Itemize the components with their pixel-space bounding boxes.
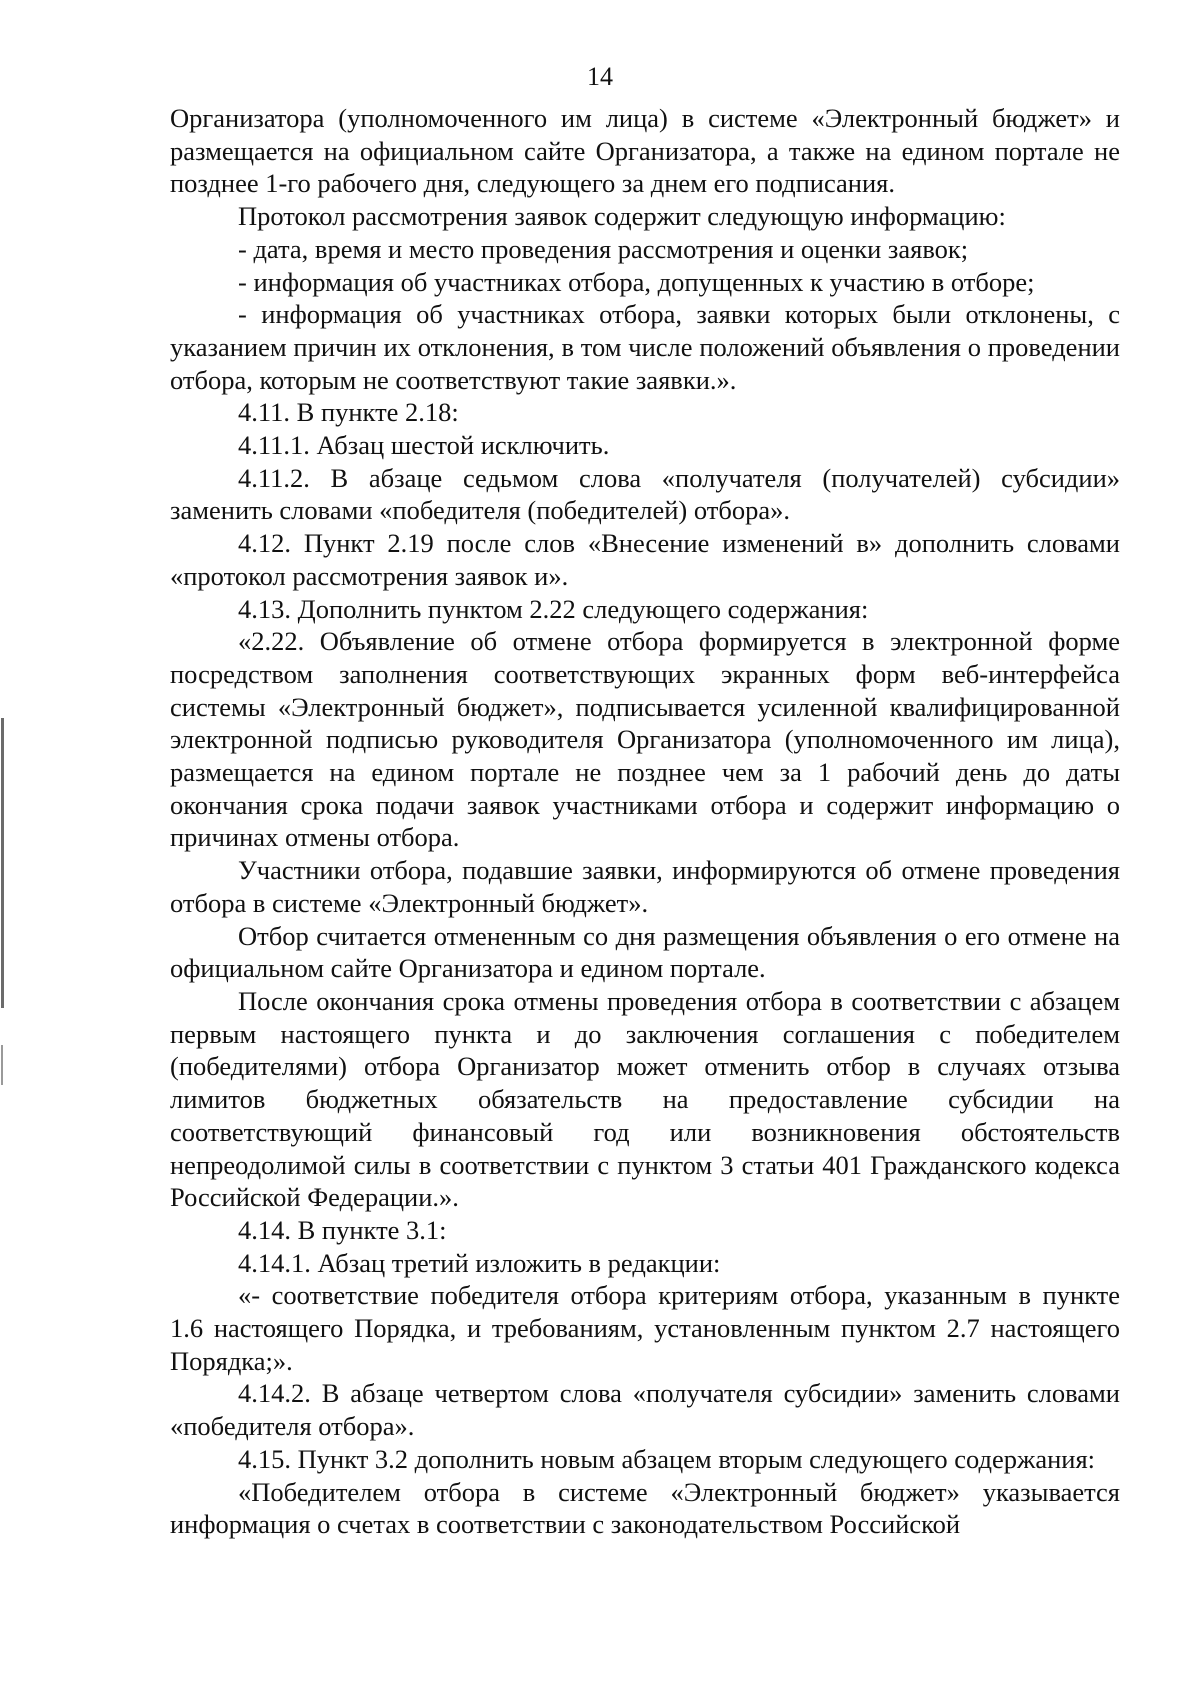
clause: 4.12. Пункт 2.19 после слов «Внесение изменений в» дополнить словами «протокол рассмотрения заявок и». (170, 528, 1120, 591)
clause: 4.14.1. Абзац третий изложить в редакции: (238, 1247, 721, 1278)
clause-heading: 4.11. В пункте 2.18: (238, 397, 459, 428)
scan-edge-mark (1, 718, 4, 1008)
clause: 4.13. Дополнить пунктом 2.22 следующего содержания: (238, 593, 869, 624)
paragraph: После окончания срока отмены проведения отбора в соответствии с абзацем первым настоящего пункта и до заключения соглашения с победителем (победителями) отбора Организатор может отменить отбор в случаях отзыва лимитов бюджетных обязательств на предоставление субсидии на соответствующий финансовый год или возникновения обстоятельств непреодолимой силы в соответствии с пунктом 3 статьи 401 Гражданского кодекса Российской Федерации.». (170, 985, 1120, 1213)
clause: 4.14.2. В абзаце четвертом слова «получателя субсидии» заменить словами «победителя отбора». (170, 1378, 1120, 1442)
list-item: - дата, время и место проведения рассмотрения и оценки заявок; (238, 233, 969, 264)
quoted-paragraph: «2.22. Объявление об отмене отбора формируется в электронной форме посредством заполнения соответствующих экранных форм веб-интерфейса системы «Электронный бюджет», подписывается усиленной квалифицированной электронной подписью руководителя Организатора (уполномоченного им лица), размещается на едином портале не позднее чем за 1 рабочий день до даты окончания срока подачи заявок участниками отбора и содержит информацию о причинах отмены отбора. (170, 626, 1120, 853)
quoted-paragraph: «Победителем отбора в системе «Электронный бюджет» указывается информация о счетах в соответствии с законодательством Российской (170, 1476, 1120, 1540)
page-number: 14 (587, 62, 613, 91)
list-item: - информация об участниках отбора, заявки которых были отклонены, с указанием причин их отклонения, в том числе положений объявления о проведении отбора, которым не соответствуют такие заявки.». (170, 299, 1120, 395)
list-item: - информация об участниках отбора, допущенных к участию в отборе; (238, 266, 1035, 297)
clause: 4.11.2. В абзаце седьмом слова «получателя (получателей) субсидии» заменить словами «победителя (победителей) отбора». (170, 462, 1120, 526)
clause-heading: 4.14. В пункте 3.1: (238, 1214, 447, 1245)
paragraph: Организатора (уполномоченного им лица) в системе «Электронный бюджет» и размещается на официальном сайте Организатора, а также на едином портале не позднее 1-го рабочего дня, следующего за днем его подписания. (170, 103, 1120, 199)
scan-edge-mark-secondary (1, 1045, 3, 1085)
paragraph: Участники отбора, подавшие заявки, информируются об отмене проведения отбора в системе «Электронный бюджет». (170, 855, 1120, 918)
quoted-paragraph: «- соответствие победителя отбора критериям отбора, указанным в пункте 1.6 настоящего Порядка, и требованиям, установленным пунктом 2.7 настоящего Порядка;». (170, 1280, 1120, 1376)
paragraph: Протокол рассмотрения заявок содержит следующую информацию: (238, 201, 1006, 232)
paragraph: Отбор считается отмененным со дня размещения объявления о его отмене на официальном сайте Организатора и едином портале. (170, 920, 1120, 984)
document-body (170, 102, 1120, 1541)
clause: 4.15. Пункт 3.2 дополнить новым абзацем вторым следующего содержания: (238, 1443, 1096, 1474)
clause: 4.11.1. Абзац шестой исключить. (238, 430, 610, 461)
